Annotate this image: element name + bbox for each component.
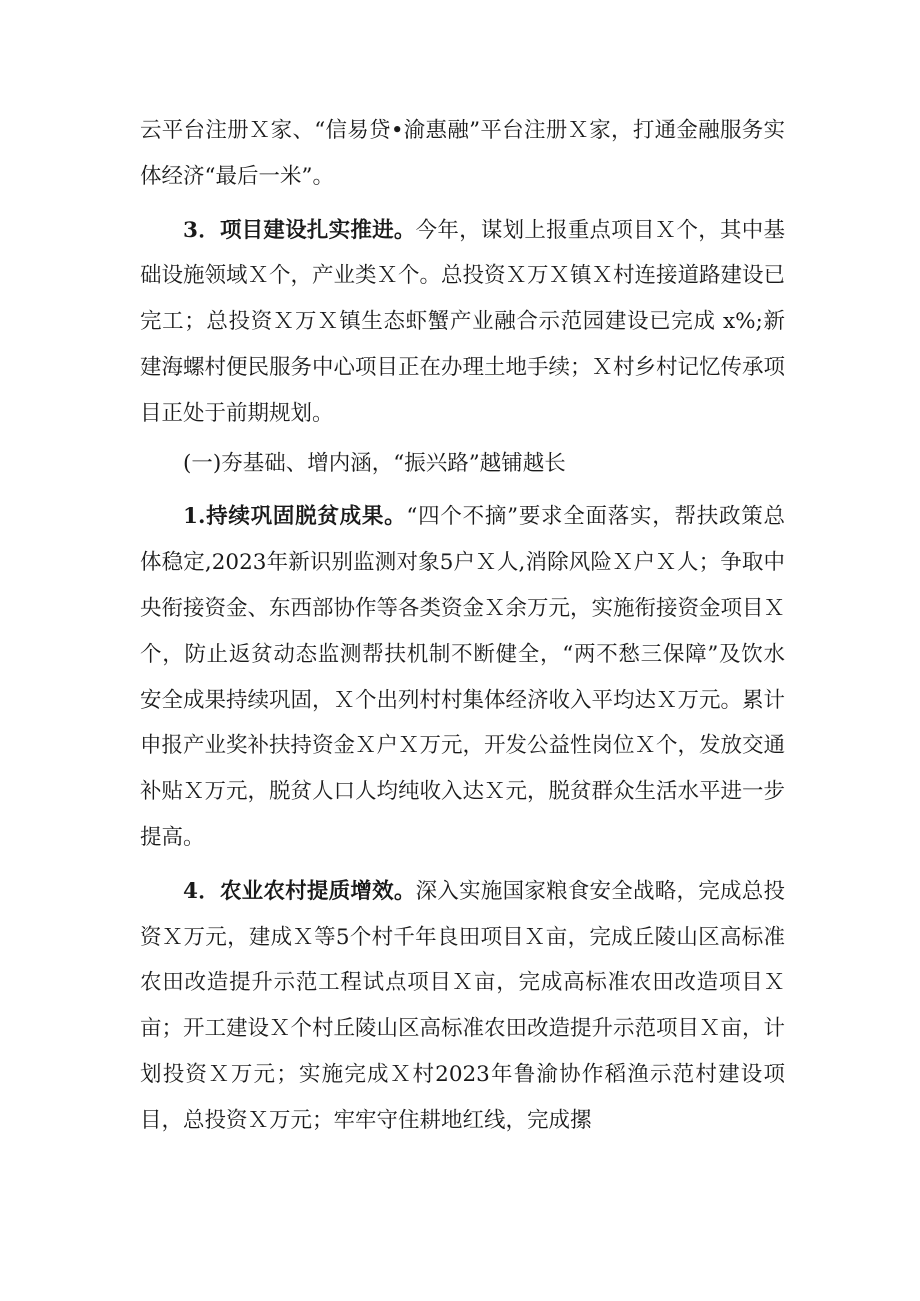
paragraph-text: 今年，谋划上报重点项目Ｘ个，其中基础设施领域Ｘ个，产业类Ｘ个。总投资Ｘ万Ｘ镇Ｘ村连接道路建设已完工；总投资Ｘ万Ｘ镇生态虾蟹产业融合示范园建设已完成 x%;新建海螺村便民服务中心项目正在办理土地手续；Ｘ村乡村记忆传承项目正处于前期规划。 [140,217,786,426]
paragraph-continuation [140,108,785,200]
paragraph-agriculture [140,869,785,1144]
paragraph-text: “四个不摘”要求全面落实，帮扶政策总体稳定,2023年新识别监测对象5户Ｘ人,消除风险Ｘ户Ｘ人；争取中央衔接资金、东西部协作等各类资金Ｘ余万元，实施衔接资金项目Ｘ个，防止返贫动态监测帮扶机制不断健全，“两不愁三保障”及饮水安全成果持续巩固，Ｘ个出列村村集体经济收入平均达Ｘ万元。累计申报产业奖补扶持资金Ｘ户Ｘ万元，开发公益性岗位Ｘ个，发放交通补贴Ｘ万元，脱贫人口人均纯收入达Ｘ元，脱贫群众生活水平进一步提高。 [140,504,786,850]
document-body [140,108,785,1144]
paragraph-text: 云平台注册Ｘ家、“信易贷•渝惠融”平台注册Ｘ家，打通金融服务实体经济“最后一米”。 [140,118,785,189]
paragraph-lead: 4．农业农村提质增效。 [183,878,416,904]
paragraph-text: (一)夯基础、增内涵，“振兴路”越铺越长 [183,450,566,476]
paragraph-project-construction [140,208,785,437]
section-heading [140,441,785,487]
paragraph-lead: 3．项目建设扎实推进。 [183,217,416,243]
paragraph-text: 深入实施国家粮食安全战略，完成总投资Ｘ万元，建成Ｘ等5个村千年良田项目Ｘ亩，完成丘陵山区高标准农田改造提升示范工程试点项目Ｘ亩，完成高标准农田改造项目Ｘ亩；开工建设Ｘ个村丘陵山区高标准农田改造提升示范项目Ｘ亩，计划投资Ｘ万元；实施完成Ｘ村2023年鲁渝协作稻渔示范村建设项目，总投资Ｘ万元；牢牢守住耕地红线，完成摞 [140,878,786,1133]
paragraph-lead: 1.持续巩固脱贫成果。 [183,504,407,530]
paragraph-poverty-results [140,494,785,860]
